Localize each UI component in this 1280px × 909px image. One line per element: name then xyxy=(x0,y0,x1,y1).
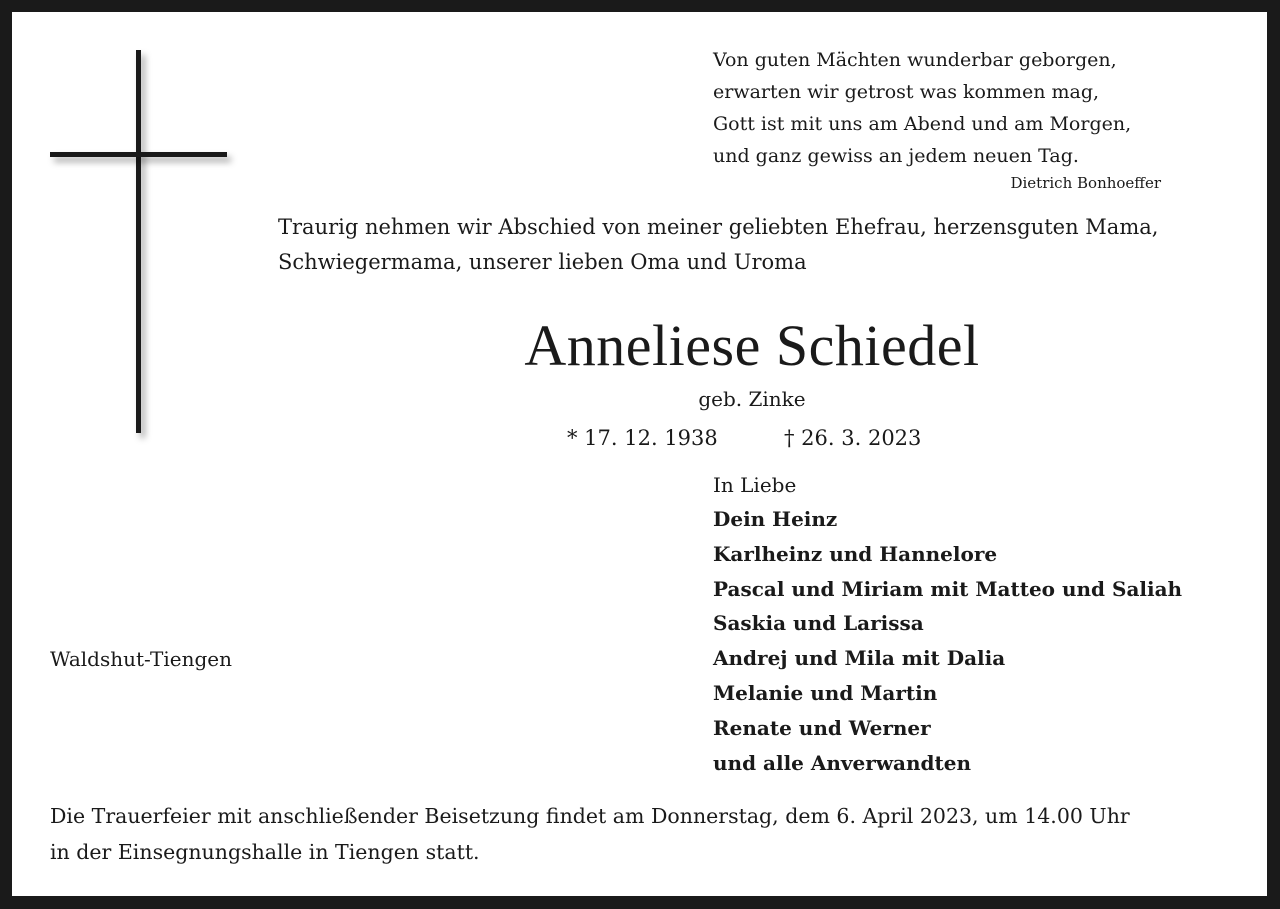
ceremony-info xyxy=(50,798,1250,870)
poem-line: Von guten Mächten wunderbar geborgen, xyxy=(713,49,1117,71)
death-date: † 26. 3. 2023 xyxy=(784,426,922,450)
mourner-name: Saskia und Larissa xyxy=(713,611,924,636)
mourners-lead: In Liebe xyxy=(713,473,797,497)
farewell-intro-line: Traurig nehmen wir Abschied von meiner geliebten Ehefrau, herzensguten Mama, xyxy=(278,215,1159,239)
mourner-name: und alle Anverwandten xyxy=(713,750,972,775)
farewell-intro xyxy=(278,210,1248,280)
maiden-name: geb. Zinke xyxy=(698,387,806,411)
mourner-name: Renate und Werner xyxy=(713,715,931,740)
poem-block xyxy=(713,44,1173,194)
poem-line: erwarten wir getrost was kommen mag, xyxy=(713,81,1100,103)
cross-icon xyxy=(50,50,230,435)
obituary-notice xyxy=(12,12,1267,896)
poem-line: und ganz gewiss an jedem neuen Tag. xyxy=(713,145,1079,167)
place-name: Waldshut-Tiengen xyxy=(50,647,233,671)
birth-date: * 17. 12. 1938 xyxy=(567,426,718,450)
ceremony-line: Die Trauerfeier mit anschließender Beisetzung findet am Donnerstag, dem 6. April 2023, um 14.00 Uhr xyxy=(50,804,1130,828)
poem-line: Gott ist mit uns am Abend und am Morgen, xyxy=(713,113,1132,135)
mourner-name: Dein Heinz xyxy=(713,507,838,531)
mourner-name: Andrej und Mila mit Dalia xyxy=(713,646,1006,671)
cross-horizontal-bar xyxy=(50,152,227,157)
cross-vertical-bar xyxy=(136,50,141,433)
mourner-name: Pascal und Miriam mit Matteo und Saliah xyxy=(713,576,1183,601)
mourner-name: Melanie und Martin xyxy=(713,680,938,705)
mourner-name: Karlheinz und Hannelore xyxy=(713,541,998,566)
mourners-list xyxy=(713,469,1253,780)
deceased-name: Anneliese Schiedel xyxy=(524,313,980,378)
ceremony-line: in der Einsegnungshalle in Tiengen statt. xyxy=(50,840,480,864)
farewell-intro-line: Schwiegermama, unserer lieben Oma und Uroma xyxy=(278,250,807,274)
poem-author: Dietrich Bonhoeffer xyxy=(1010,174,1161,192)
